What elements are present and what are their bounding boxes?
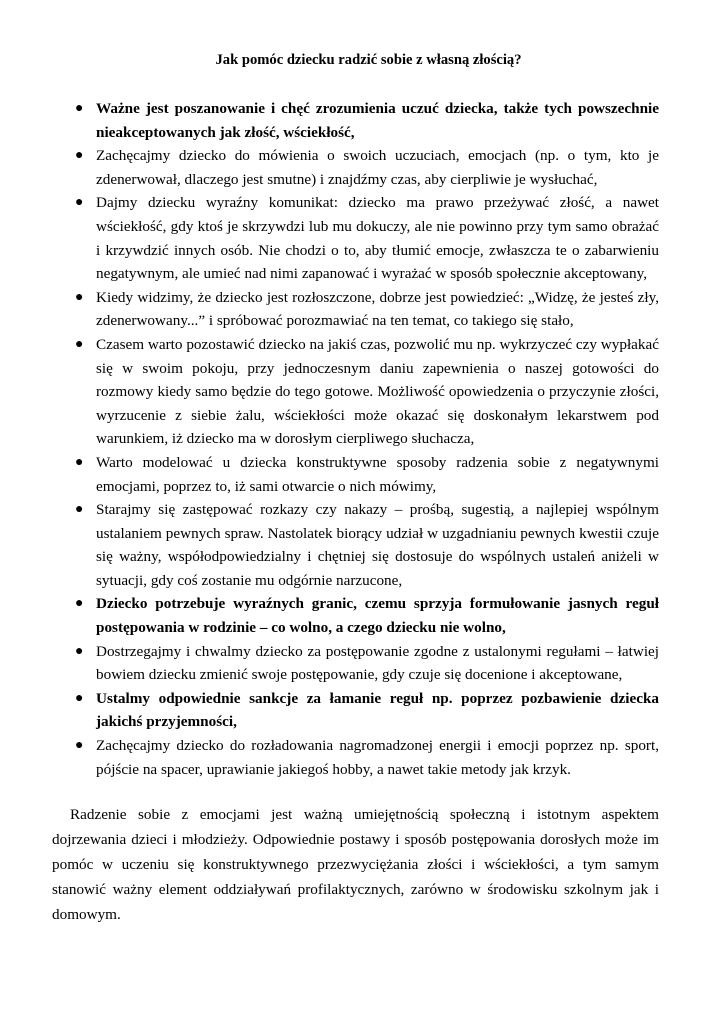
bullet-icon: ● <box>75 336 84 352</box>
list-item <box>52 734 659 781</box>
bullet-icon: ● <box>75 596 84 612</box>
list-item-text: Czasem warto pozostawić dziecko na jakiś czas, pozwolić mu np. wykrzyczeć czy wypłakać się w swoim pokoju, przy jednoczesnym daniu zapewnienia o naszej gotowości do rozmowy kiedy samo będzie do tego gotowe. Możliwość opowiedzenia o przyczynie złości, wyrzucenie z siebie żalu, wściekłości może okazać się doskonałym lekarstwem pod warunkiem, iż dziecko ma w dorosłym cierpliwego słuchacza, <box>96 335 659 448</box>
list-item-text: Warto modelować u dziecka konstruktywne sposoby radzenia sobie z negatywnymi emocjami, poprzez to, iż sami otwarcie o nich mówimy, <box>96 453 659 495</box>
list-item <box>52 191 659 285</box>
list-item <box>52 592 659 639</box>
bullet-icon: ● <box>75 690 84 706</box>
list-item-text: Zachęcajmy dziecko do mówienia o swoich uczuciach, emocjach (np. o tym, kto je zdenerwował, dlaczego jest smutne) i znajdźmy czas, aby cierpliwie je wysłuchać, <box>96 147 659 188</box>
list-item-text: Zachęcajmy dziecko do rozładowania nagromadzonej energii i emocji poprzez np. sport, pójście na spacer, uprawianie jakiegoś hobby, a nawet takie metody jak krzyk. <box>96 737 659 778</box>
list-item <box>52 144 659 191</box>
bullet-icon: ● <box>75 101 84 116</box>
list-item <box>52 498 659 592</box>
bullet-icon: ● <box>75 289 84 305</box>
document-title: Jak pomóc dziecku radzić sobie z własną złością? <box>215 52 522 68</box>
bullet-icon: ● <box>75 148 84 164</box>
list-item <box>52 687 659 734</box>
bullet-icon: ● <box>75 643 84 659</box>
list-item-text: Kiedy widzimy, że dziecko jest rozłoszczone, dobrze jest powiedzieć: „Widzę, że jesteś zły, zdenerwowany...” i spróbować porozmawiać na ten temat, co takiego się stało, <box>96 288 659 330</box>
list-item <box>52 333 659 451</box>
list-item-text: Ważne jest poszanowanie i chęć zrozumienia uczuć dziecka, także tych powszechnie nieakceptowanych jak złość, wściekłość, <box>96 100 659 141</box>
bullet-icon: ● <box>75 738 84 754</box>
list-item-text: Starajmy się zastępować rozkazy czy nakazy – prośbą, sugestią, a najlepiej wspólnym ustalaniem pewnych spraw. Nastolatek biorący udział w uzgadnianiu pewnych kwestii czuje się ważny, współodpowiedzialny i chętniej się dostosuje do wspólnych ustaleń aniżeli w sytuacji, gdy coś zostanie mu odgórnie narzucone, <box>96 501 659 589</box>
bullet-icon: ● <box>75 195 84 211</box>
bullet-icon: ● <box>75 502 84 518</box>
list-item <box>52 640 659 687</box>
list-item-text: Dostrzegajmy i chwalmy dziecko za postępowanie zgodne z ustalonymi regułami – łatwiej bowiem dziecku zmienić swoje postępowanie, gdy czuje się docenione i akceptowane, <box>96 642 659 684</box>
list-item <box>52 286 659 333</box>
list-item-text: Dziecko potrzebuje wyraźnych granic, czemu sprzyja formułowanie jasnych reguł postępowania w rodzinie – co wolno, a czego dziecku nie wolno, <box>96 595 659 637</box>
list-item <box>52 97 659 144</box>
bullet-icon: ● <box>75 454 84 470</box>
closing-paragraph: Radzenie sobie z emocjami jest ważną umiejętnością społeczną i istotnym aspektem dojrzewania dzieci i młodzieży. Odpowiednie postawy i sposób postępowania dorosłych może im pomóc w uczeniu się konstruktywnego przezwyciężania złości i wściekłości, a tym samym stanowić ważny element oddziaływań profilaktycznych, zarówno w środowisku szkolnym jak i domowym. <box>52 806 659 924</box>
list-item <box>52 451 659 498</box>
advice-list <box>52 97 659 781</box>
list-item-text: Ustalmy odpowiednie sankcje za łamanie reguł np. poprzez pozbawienie dziecka jakichś przyjemności, <box>96 689 659 731</box>
list-item-text: Dajmy dziecku wyraźny komunikat: dziecko ma prawo przeżywać złość, a nawet wściekłość, gdy ktoś je skrzywdzi lub mu dokuczy, ale nie powinno przy tym samo obrażać i krzywdzić innych osób. Nie chodzi o to, aby tłumić emocje, zwłaszcza te o zabarwieniu negatywnym, ale umieć nad nimi zapanować i wyrażać w sposób społecznie akceptowany, <box>96 194 659 283</box>
